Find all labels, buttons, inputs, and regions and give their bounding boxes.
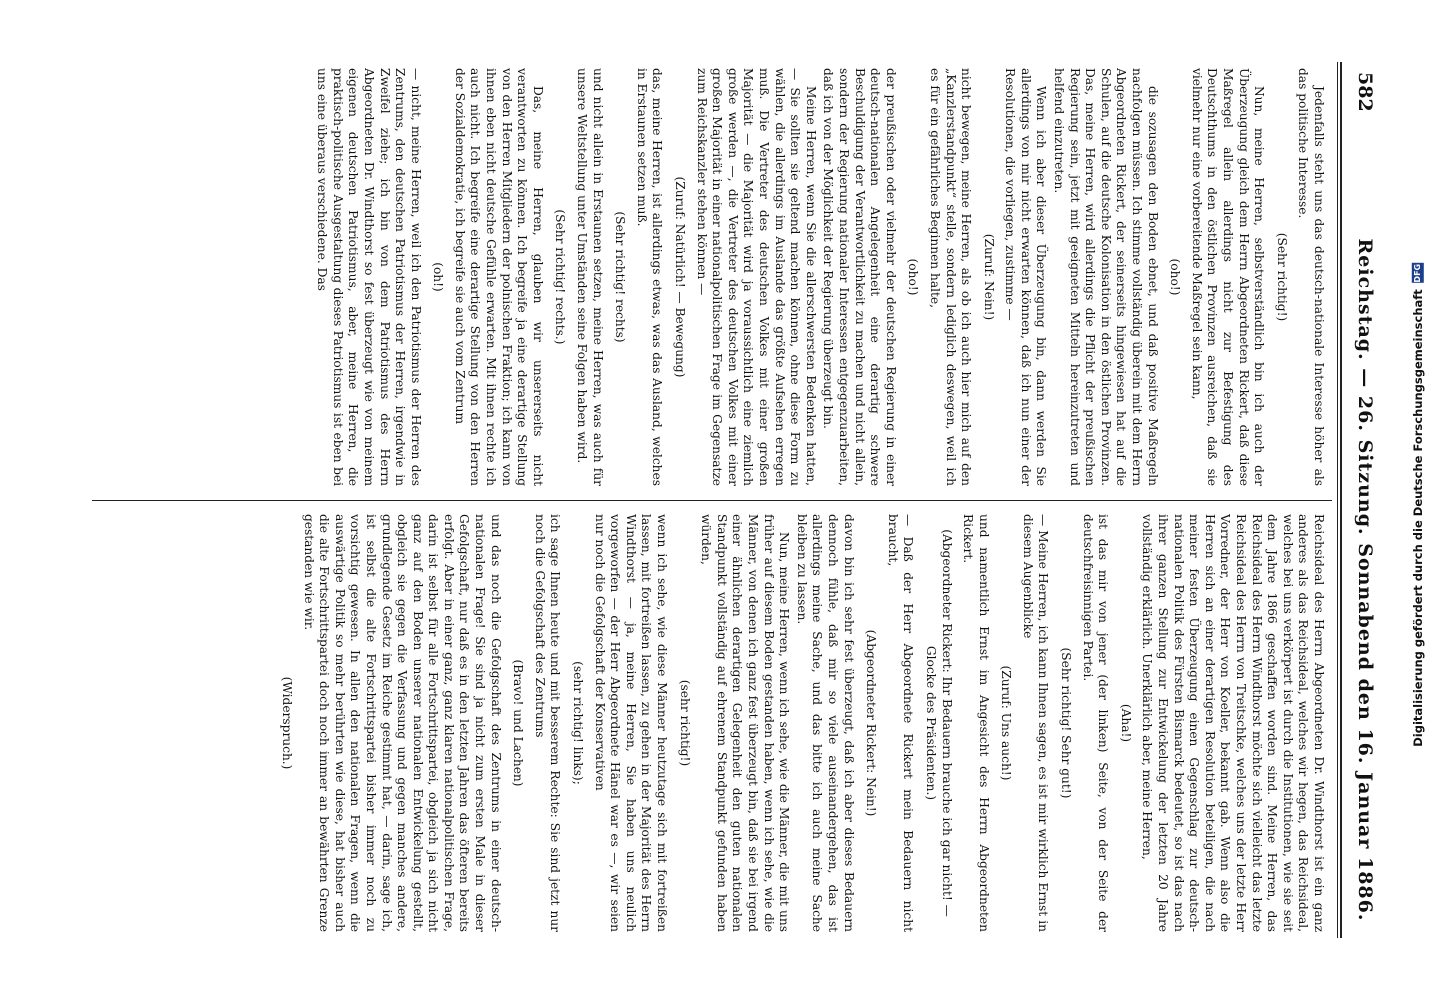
interjection: (sehr richtig!) bbox=[677, 679, 692, 767]
document-page bbox=[72, 62, 1382, 938]
interjection: (Zuruf: Natürlich! — Bewegung) bbox=[673, 176, 688, 378]
interjection: (Aha!) bbox=[1118, 703, 1133, 743]
interjection: (Abgeordneter Rickert: Ihr Bedauern brauche ich gar nicht! — Glocke des Präsidenten.) bbox=[923, 529, 954, 917]
paragraph: nicht bewegen, meine Herren, als ob ich auch hier mich auf den „Kanzlerstandpunkt“ stelle, sondern lediglich deswegen, weil ich es für ein gefährliches Beginnen halte, bbox=[927, 68, 974, 486]
paragraph: davon bin ich sehr fest überzeugt, daß ich aber dieses Bedauern dennoch fühle, daß mir so viele auseinandergehen, das ist allerdings meine Sache, und das bitte ich auch meine Sache bleiben zu lassen. bbox=[794, 514, 856, 932]
paragraph: der preußischen oder vielmehr der deutschen Regierung in einer deutsch-nationalen Angelegenheit eine derartig schwere Beschuldigung der Verantwortlichkeit zu machen und nicht allein, sondern der Regierung nationaler Interessen entgegenzuarbeiten, daß ich von der Möglichkeit der Regierung überzeugt bin. bbox=[821, 68, 898, 486]
page-header bbox=[1344, 62, 1382, 938]
interjection: (Zuruf: Nein!) bbox=[981, 233, 996, 321]
interjection: (Bravo! und Lachen) bbox=[511, 659, 526, 787]
paragraph: Nun, meine Herren, wenn ich sehe, wie die Männer, die mit uns früher auf diesem Boden gestanden haben, wenn ich sehe, wie die Männer, von denen ich ganz fest überzeugt bin, daß sie bei irgend einer ähnlichen derartigen Gelegenheit den guten nationalen Standpunkt vollständig auf ehrenem Standpunkt gefunden haben würden, bbox=[699, 514, 792, 932]
page-number: 582 bbox=[1354, 72, 1376, 112]
interjection: (Widerspruch.) bbox=[279, 676, 294, 770]
interjection: (sehr richtig! links); bbox=[571, 661, 586, 785]
paragraph: Jedenfalls steht uns das deutsch-nationale Interesse höher als das politische Interesse. bbox=[1296, 68, 1326, 486]
paragraph: — nicht, meine Herren, weil ich den Patriotismus der Herren des Zentrums, den deutschen Patriotismus der Herren, irgendwie in Zweifel ziehe; ich bin von dem Patriotismus des Herrn Abgeordneten Dr. Windthorst so fest überzeugt wie von meinem eigenen deutschen Patriotismus, aber, meine Herren, die praktisch-politische Ausgestaltung dieses Patriotismus ist eben bei uns eine überaus verschiedene. Das bbox=[315, 68, 423, 486]
page-title: Reichstag. — 26. Sitzung. Sonnabend den 16. Januar 1886. bbox=[1354, 238, 1376, 922]
paragraph: Wenn ich aber dieser Überzeugung bin, dann werden Sie allerdings von mir nicht erwarten können, daß ich nun einer der Resolutionen, die vorliegen, zustimme — bbox=[1003, 68, 1049, 486]
interjection: (Sehr richtig! rechts.) bbox=[553, 209, 568, 345]
digitization-footer bbox=[1410, 40, 1426, 970]
paragraph: und das noch die Gefolgschaft des Zentrums in einer deutsch-nationalen Frage! Sie sind ja nicht zum ersten Male in dieser Gefolgschaft, nur daß es in den letzten Jahren das öfteren bereits erfolgt. Aber in einer ganz, ganz klaren nationalpolitischen Frage, darin ist selbst für alle Fortschrittspartei, obgleich ja sich nicht ganz auf den Boden unserer nationalen Entwickelung gestellt, obgleich sie gegen die Verfassung und gegen manches andere, grundlegende Gesetz im Reiche gestimmt hat, — darin, sage ich, ist selbst die alte Fortschrittspartei bisher immer noch zu vorsichtig gewesen. In allen den nationalen Fragen, wenn die auswärtige Politik so mehr berührten wie diese, hat bisher auch die alte Fortschrittspartei doch noch immer an bewährten Grenze gestanden wie wir. bbox=[301, 514, 503, 932]
paragraph: ist das mir von jener (der linken) Seite, von der Seite der deutschfreisinnigen Partei. bbox=[1080, 514, 1111, 932]
dfg-logo-icon: DFG bbox=[1413, 263, 1422, 283]
interjection: (oh!) bbox=[431, 262, 446, 292]
paragraph: die sozusagen den Boden ebnet, und daß positive Maßregeln nachfolgen müssen. Ich stimme vollständig überein mit dem Herrn Abgeordneten Rickert, der seinerseits hingewiesen hat auf die Schulen, auf die deutsche Kolonisation in den östlichen Provinzen. Das, meine Herren, wird allerdings die Pflicht der preußischen Regierung sein, jetzt mit geeigneten Mitteln hereinzutreten und helfend einzutreten. bbox=[1052, 68, 1160, 486]
interjection: (Sehr richtig! Sehr gut!) bbox=[1059, 647, 1074, 799]
column-divider bbox=[92, 500, 1332, 501]
interjection: (Sehr richtig! rechts) bbox=[613, 211, 628, 343]
paragraph: Reichsideal des Herrn Abgeordneten Dr. Windthorst ist ein ganz anderes als das Reichsideal, welches wir hegen, das Reichsideal, welches bei uns verkörpert ist durch die Institutionen, wie sie seit dem Jahre 1866 geschaffen worden sind. Meine Herren, das Reichsideal des Herrn Windthorst möchte sich vielleicht das letzte Reichsideal des Herrn von Treitschke, welches uns der letzte Herr Vorredner, der Herr von Koeller, bekannt gab. Wenn also die Herren sich an einer derartigen Resolution beteiligen, die nach meiner festen Überzeugung einen Gegenschlag zur deutsch-nationalen Politik des Fürsten Bismarck bedeutet, so ist das nach ihrer ganzen Stellung zur Entwickelung der letzten 20 Jahre vollständig erklärlich. Unerklärlich aber, meine Herren, bbox=[1140, 514, 1326, 932]
interjection: (Abgeordneter Rickert: Nein!) bbox=[864, 629, 879, 817]
interjection: (Zuruf: Uns auch!) bbox=[999, 665, 1014, 781]
paragraph: ich sage Ihnen heute und mit besserem Rechte: Sie sind jetzt nur noch die Gefolgschaft des Zentrums bbox=[532, 514, 563, 932]
paragraph: das, meine Herren, ist allerdings etwas, was das Ausland, welches in Erstaunen setzen muß. bbox=[634, 68, 665, 486]
paragraph: und nicht allein in Erstaunen setzen, meine Herren, was auch für unsere Weltstellung unter Umständen seine Folgen haben wird. bbox=[575, 68, 605, 486]
header-rule bbox=[1340, 62, 1342, 938]
left-column bbox=[82, 68, 1326, 486]
right-column bbox=[82, 514, 1326, 932]
paragraph: Nun, meine Herren, selbstverständlich bin ich auch der Überzeugung gleich dem Herrn Abgeordneten Rickert, daß diese Maßregel allein allerdings nicht zur Befestigung des Deutschthums in den östlichen Provinzen ausreichen, daß sie vielmehr nur eine vorbereitende Maßregel sein kann, bbox=[1189, 68, 1267, 486]
paragraph: — Daß der Herr Abgeordnete Rickert mein Bedauern nicht braucht, bbox=[885, 514, 916, 932]
paragraph: und namentlich Ernst im Angesicht des Herrn Abgeordneten Rickert. bbox=[961, 514, 991, 932]
interjection: (Sehr richtig!) bbox=[1274, 232, 1289, 322]
paragraph: Das, meine Herren, glauben wir unsererseits nicht verantworten zu können. Ich begreife ja eine derartige Stellung von den Herren Mitgliedern der polnischen Fraktion; ich kann von ihnen eben nicht deutsche Gefühle erwarten. Mit ihnen rechte ich auch nicht. Ich begreife eine derartige Stellung von den Herren der Sozialdemokratie, ich begreife sie auch vom Zentrum bbox=[452, 68, 545, 486]
paragraph: wenn ich sehe, wie diese Männer heutzutage sich mit fortreißen lassen, mit fortreißen lassen, zu gehen in der Majorität des Herrn Windthorst — ja, meine Herren, Sie haben uns neulich vorgeworfen — der Herr Abgeordnete Hänel war es —, wir seien nur noch die Gefolgschaft der Konservativen bbox=[592, 514, 670, 932]
paragraph: Meine Herren, wenn Sie die allerschwersten Bedenken hatten, — Sie sollten sie geltend machen können, ohne diese Form zu wählen, die allerdings im Auslande das größte Aufsehen erregen muß. Die Vertreter des deutschen Volkes mit einer großen Majorität — die Majorität wird ja voraussichtlich eine ziemlich große werden —, die Vertreter des deutschen Volkes mit einer großen Majorität in einer nationalpolitischen Frage im Gegensatze zum Reichskanzler stehen können — bbox=[694, 68, 818, 486]
paragraph: — Meine Herren, ich kann Ihnen sagen, es ist mir wirklich Ernst in diesem Augenblicke bbox=[1020, 514, 1051, 932]
interjection: (oho!) bbox=[906, 258, 921, 296]
footer-text: Digitalisierung gefördert durch die Deutsche Forschungsgemeinschaft bbox=[1411, 289, 1425, 747]
header-rule-thin bbox=[1337, 62, 1338, 938]
interjection: (oho!) bbox=[1168, 258, 1183, 296]
